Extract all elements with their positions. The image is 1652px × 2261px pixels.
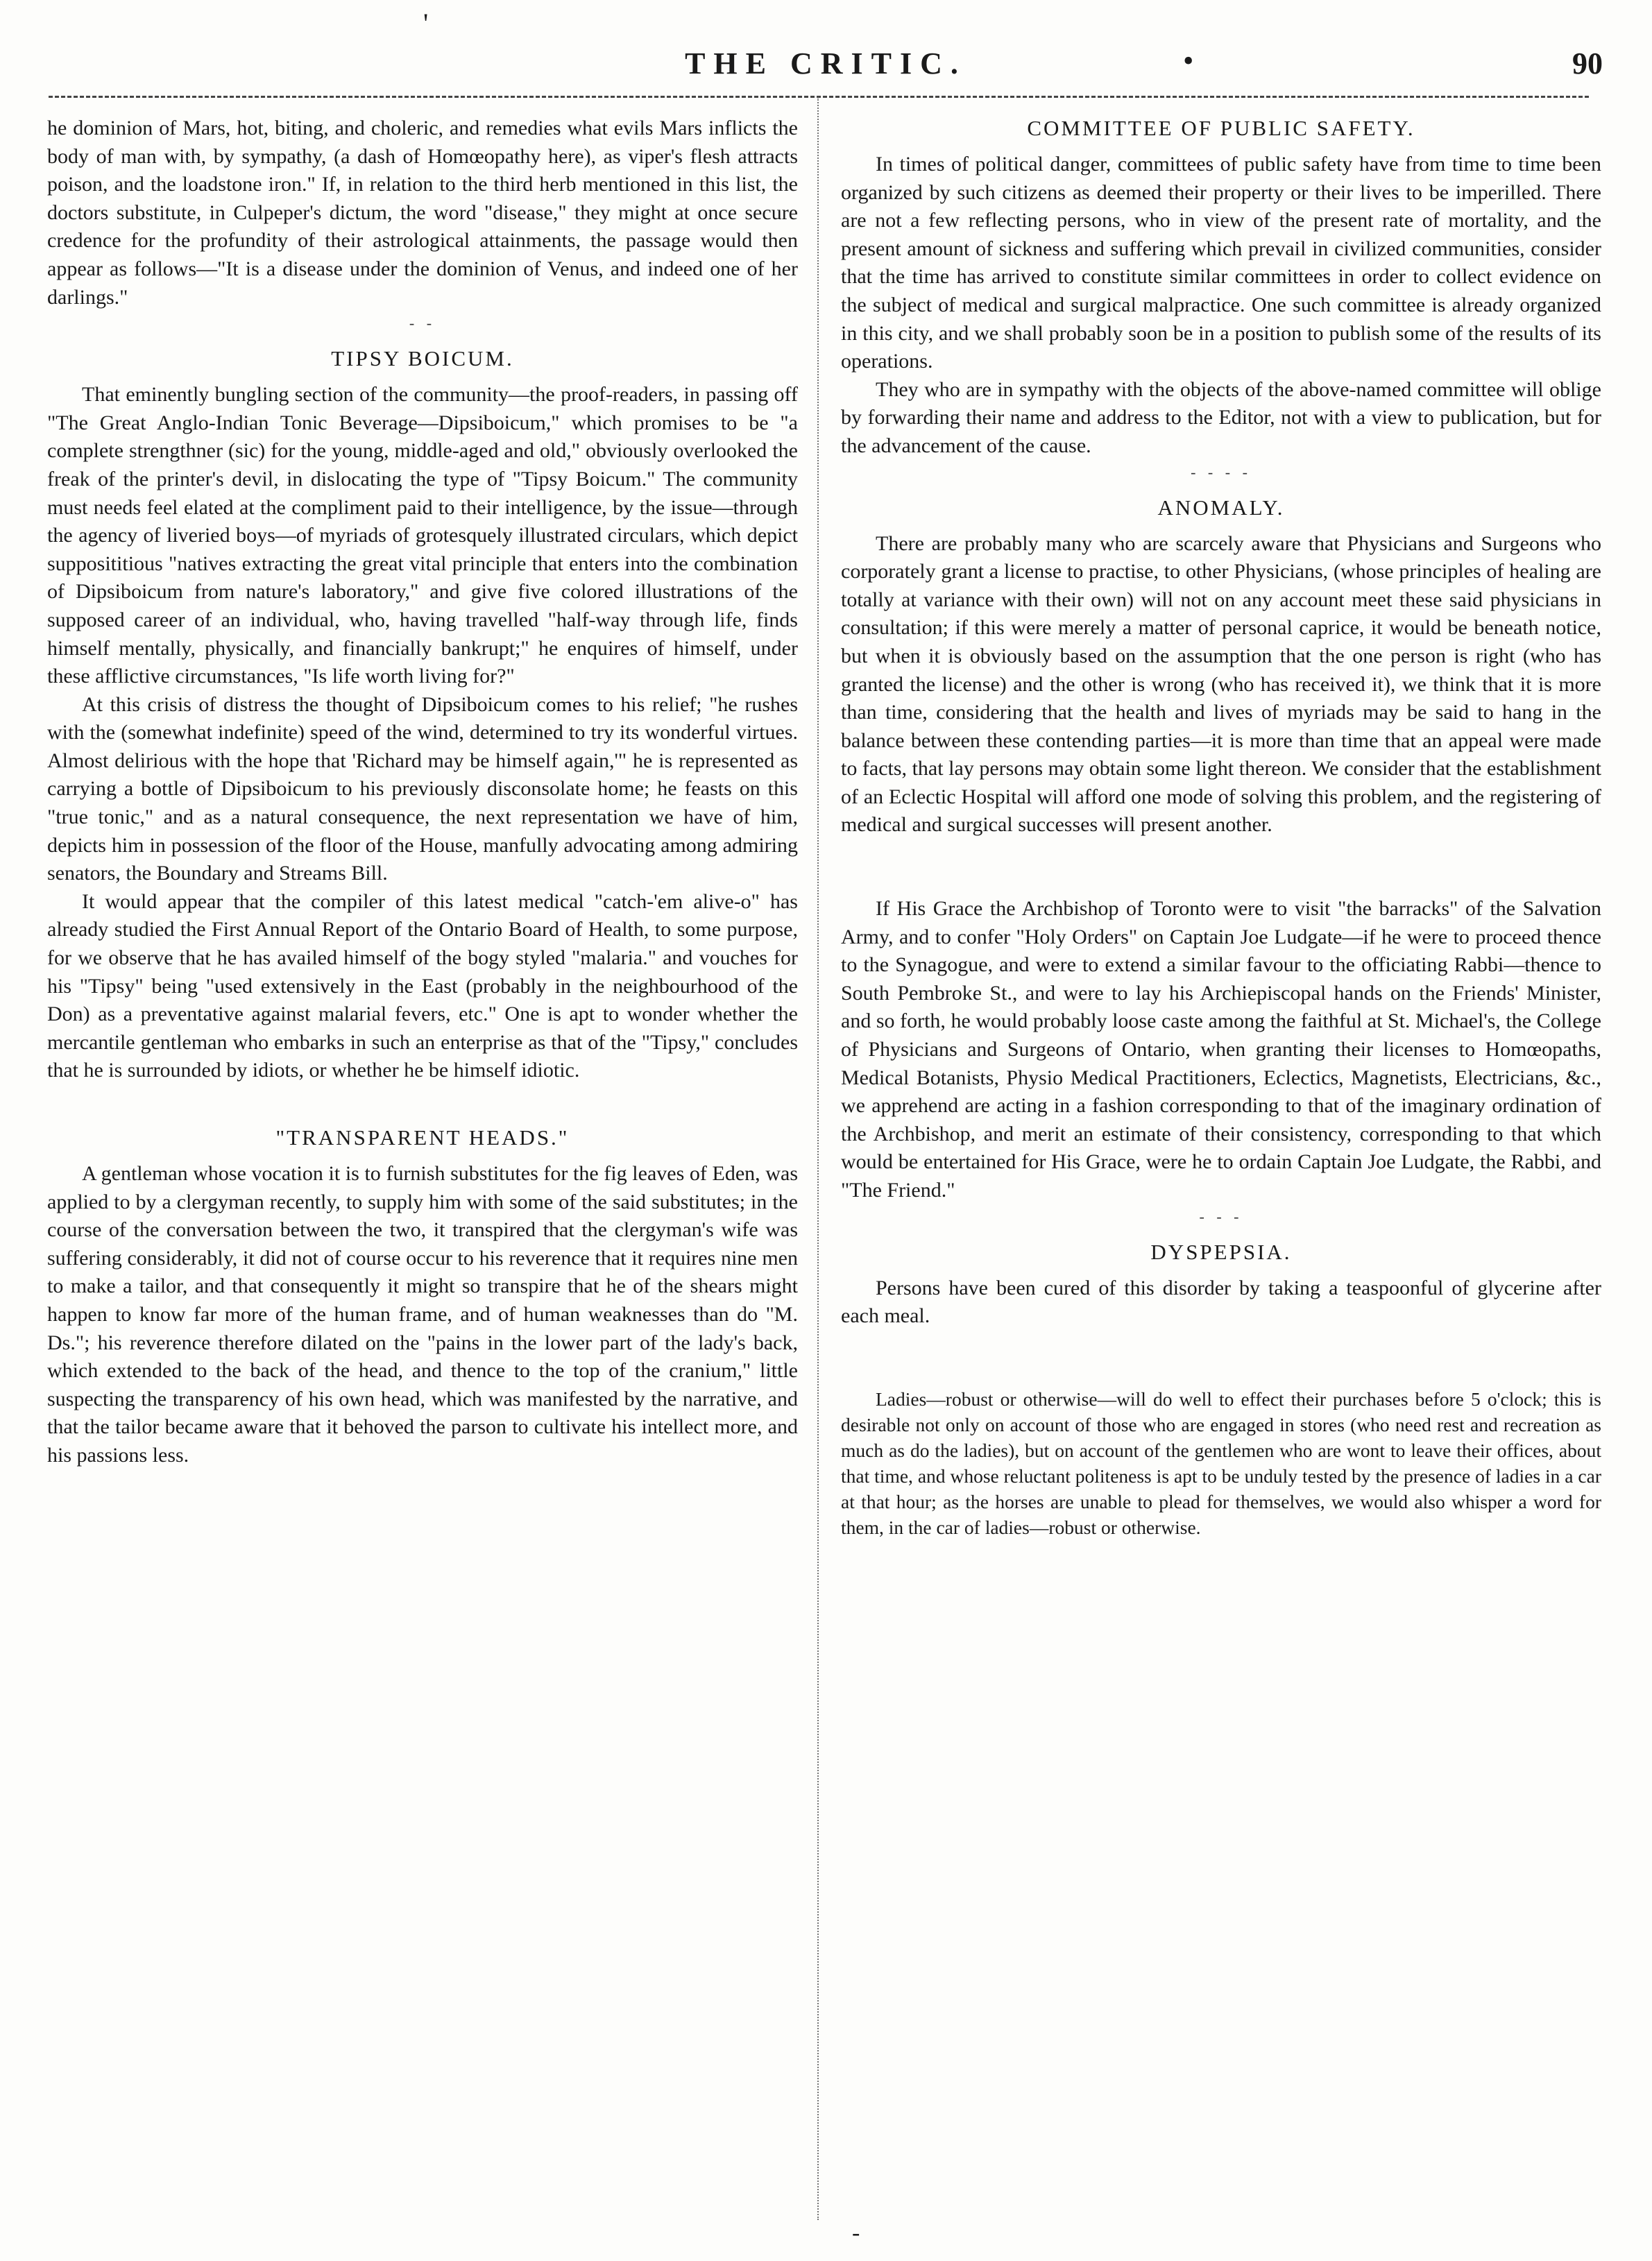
tipsy-paragraph-2: At this crisis of distress the thought of Dipsiboicum comes to his relief; "he rushes with the (somewhat indefinite) speed of the wind, determined to try its wonderful virtues. Almost delirious with the hope that 'Richard may be himself again,'" he is represented as carrying a bottle of Dipsiboicum to his previously disconsolate home; he feasts on this "true tonic," and as a natural consequence, the next representation we have of him, depicts him in possession of the floor of the House, manfully advocating among admiring senators, the Boundary and Streams Bill. <box>47 692 798 885</box>
footer-mark: - <box>852 2220 860 2246</box>
transparent-heads-paragraph: A gentleman whose vocation it is to furnish substitutes for the fig leaves of Eden, was applied to by a clergyman recently, to supply him with some of the said substitutes; in the course of the conversation between the two, it transpired that the clergyman's wife was suffering considerably, it did not of course occur to his reverence that it requires nine men to make a tailor, and that consequently it might so transpire that he of the shears might happen to know far more of the human frame, and of human weaknesses than do "M. Ds."; his reverence therefore dilated on the "pains in the lower part of the lady's back, which extended to the back of the head, and thence to the top of the cranium," little suspecting the transparency of his own head, which was manifested by the narrative, and that the tailor became aware that it behoved the parson to cultivate his intellect more, and his passions less. <box>47 1162 798 1467</box>
section-separator: - - - - <box>1191 463 1252 481</box>
anomaly-heading: ANOMALY. <box>1157 495 1285 520</box>
ladies-paragraph: Ladies—robust or otherwise—will do well to effect their purchases before 5 o'clock; this is desirable not only on account of those who are engaged in stores (who need rest and recreation as much as do the ladies), but on account of the gentlemen who are wont to leave their offices, about that time, and whose reluctant politeness is apt to be unduly tested by the presence of ladies in a car at that hour; as the horses are unable to plead for themselves, we would also whisper a word for them, in the car of ladies—robust or otherwise. <box>841 1388 1601 1538</box>
archbishop-paragraph: If His Grace the Archbishop of Toronto were to visit "the barracks" of the Salvation Army, and to confer "Holy Orders" on Captain Joe Ludgate—if he were to proceed thence to the Synagogue, and were to extend a similar favour to the officiating Rabbi—thence to South Pembroke St., and were to lay his Archiepiscopal hands on the Friends' Minister, and so forth, he would probably loose caste among the faithful at St. Michael's, the College of Physicians and Surgeons of Ontario, when granting their licenses to Homœopaths, Medical Botanists, Physio Medical Practitioners, Eclectics, Magnetists, Electricians, &c., we apprehend are acting in a fashion corresponding to that of the imaginary ordination of the Archbishop, and merit an estimate of their consistency, corresponding to that which would be entertained for His Grace, were he to ordain Captain Joe Ludgate, the Rabbi, and "The Friend." <box>841 897 1601 1202</box>
masthead-title: THE CRITIC. <box>685 46 966 80</box>
header-rule <box>49 96 1589 98</box>
page-header <box>49 8 1603 90</box>
committee-paragraph-2: They who are in sympathy with the objects of the above-named committee will oblige by forwarding their name and address to the Editor, not with a view to publication, but for the advancement of the cause. <box>841 377 1601 457</box>
section-separator: - - - <box>1199 1207 1243 1225</box>
anomaly-paragraph: There are probably many who are scarcely aware that Physicians and Surgeons who corporately grant a license to practise, to other Physicians, (whose principles of healing are totally at variance with their own) will not on any account meet these said physicians in consultation; if this were merely a matter of personal caprice, it would be beneath notice, but when it is obviously based on the assumption that the one person is right (who has granted the license) and the other is wrong (who has received it), we think that it is more than time, considering that the health and lives of myriads may be said to hang in the balance between these contending parties—it is more than time that an appeal were made to facts, that lay persons may obtain some light thereon. We consider that the establishment of an Eclectic Hospital will afford one mode of solving this problem, and the registering of medical and surgical successes will present another. <box>841 531 1601 837</box>
dyspepsia-heading: DYSPEPSIA. <box>1150 1239 1292 1264</box>
committee-paragraph-1: In times of political danger, committees of public safety have from time to time been organized by such citizens as deemed their property or their lives to be imperilled. There are not a few reflecting persons, who in view of the present rate of mortality, and the present amount of sickness and suffering which prevail in civilized communities, consider that the time has arrived to constitute similar committees in order to collect evidence on the subject of medical and surgical malpractice. One such committee is already organized in this city, and we shall probably soon be in a position to publish some of the results of its operations. <box>841 153 1601 373</box>
page-number: 90 <box>1572 46 1603 80</box>
header-dot: • <box>1183 44 1194 78</box>
dyspepsia-paragraph: Persons have been cured of this disorder by taking a teaspoonful of glycerine after each meal. <box>841 1276 1601 1328</box>
intro-paragraph: he dominion of Mars, hot, biting, and choleric, and remedies what evils Mars inflicts the body of man with, by sympathy, (a dash of Homœopathy here), as viper's flesh attracts poison, and the loadstone iron." If, in relation to the third herb mentioned in this list, the doctors substitute, in Culpeper's dictum, the word "disease," they might at once secure credence for the profundity of their astrological attainments, the passage would then appear as follows—"It is a disease under the dominion of Venus, and indeed one of her darlings." <box>47 117 798 309</box>
header-tick-mark: ' <box>423 8 429 39</box>
column-divider <box>817 97 819 2220</box>
committee-heading: COMMITTEE OF PUBLIC SAFETY. <box>1027 116 1415 140</box>
tipsy-paragraph-3: It would appear that the compiler of this latest medical "catch-'em alive-o" has already studied the First Annual Report of the Ontario Board of Health, to some purpose, for we observe that he has availed himself of the bogy styled "malaria." and vouches for his "Tipsy" being "used extensively in the East (probably in the neighbourhood of the Don) as a preventative against malarial fevers, etc." One is apt to wonder whether the mercantile gentleman who embarks in such an enterprise as that of the "Tipsy," concludes that he is surrounded by idiots, or whether he be himself idiotic. <box>47 889 798 1082</box>
left-column <box>47 114 798 1470</box>
right-column <box>841 114 1601 1540</box>
tipsy-boicum-heading: TIPSY BOICUM. <box>331 346 514 371</box>
section-separator: - - <box>409 314 436 332</box>
tipsy-paragraph-1: That eminently bungling section of the community—the proof-readers, in passing off "The Great Anglo-Indian Tonic Beverage—Dipsiboicum," which promises to be "a complete strengthner (sic) for the young, middle-aged and old," obviously overlooked the freak of the printer's devil, in dislocating the type of "Tipsy Boicum." The community must needs feel elated at the compliment paid to their intelligence, by the issue—through the agency of liveried boys—of myriads of grotesquely illustrated circulars, which depict supposititious "natives extracting the great vital principle that enters into the combination of Dipsiboicum from nature's laboratory," and give five colored illustrations of the supposed career of an individual, who, having travelled "half-way through life, finds himself mentally, physically, and financially bankrupt;" he enquires of himself, under these afflictive circumstances, "Is life worth living for?" <box>47 383 798 688</box>
transparent-heads-heading: "TRANSPARENT HEADS." <box>275 1125 570 1150</box>
